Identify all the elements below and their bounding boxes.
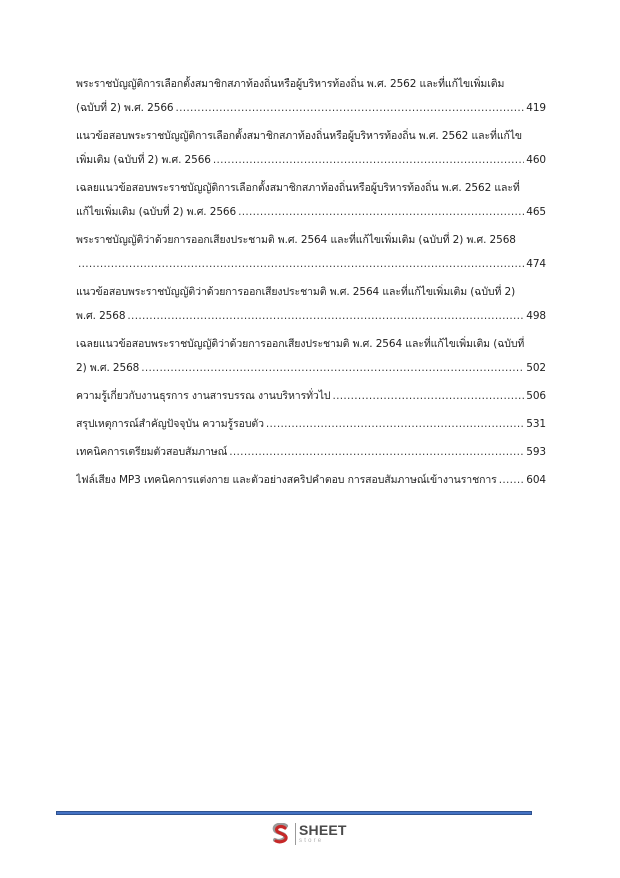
toc-entry-title: ความรู้เกี่ยวกับงานธุรการ งานสารบรรณ งานบริหารทั่วไป [76, 390, 331, 402]
logo-wordmark: SHEET [299, 822, 347, 838]
toc-page-number: 474 [526, 258, 546, 270]
dot-leader [78, 252, 524, 276]
toc-page-number: 604 [526, 474, 546, 486]
toc-entry[interactable] [76, 176, 546, 224]
toc-entry[interactable] [76, 228, 546, 276]
toc-entry[interactable] [76, 72, 546, 120]
toc-entry[interactable] [76, 384, 546, 408]
toc-entry-title: เฉลยแนวข้อสอบพระราชบัญญัติว่าด้วยการออกเสียงประชามติ พ.ศ. 2564 และที่แก้ไขเพิ่มเติม (ฉบับที่ [76, 338, 525, 350]
toc-page-number: 502 [526, 362, 546, 374]
dot-leader [499, 468, 525, 492]
dot-leader [141, 356, 524, 380]
dot-leader [332, 384, 524, 408]
toc-entry-title: พระราชบัญญัติว่าด้วยการออกเสียงประชามติ พ.ศ. 2564 และที่แก้ไขเพิ่มเติม (ฉบับที่ 2) พ.ศ. 2568 [76, 234, 516, 246]
toc-entry-title-cont: พ.ศ. 2568 [76, 310, 126, 322]
toc-entry-title: ไฟล์เสียง MP3 เทคนิคการแต่งกาย และตัวอย่างสคริปคำตอบ การสอบสัมภาษณ์เข้างานราชการ [76, 474, 497, 486]
sheet-store-logo [271, 823, 347, 847]
dot-leader [266, 412, 524, 436]
dot-leader [175, 96, 524, 120]
dot-leader [213, 148, 524, 172]
toc-entry[interactable] [76, 332, 546, 380]
toc-page-number: 460 [526, 154, 546, 166]
toc-entry[interactable] [76, 412, 546, 436]
dot-leader [127, 304, 524, 328]
toc-entry-title-cont: แก้ไขเพิ่มเติม (ฉบับที่ 2) พ.ศ. 2566 [76, 206, 237, 218]
toc-page-number: 531 [526, 418, 546, 430]
toc-entry-title: เทคนิคการเตรียมตัวสอบสัมภาษณ์ [76, 446, 228, 458]
toc-entry-title-cont: 2) พ.ศ. 2568 [76, 362, 140, 374]
toc-page-number: 465 [526, 206, 546, 218]
toc-page-number: 498 [526, 310, 546, 322]
toc-page-number: 419 [526, 102, 546, 114]
toc-entry-title: เฉลยแนวข้อสอบพระราชบัญญัติการเลือกตั้งสมาชิกสภาท้องถิ่นหรือผู้บริหารท้องถิ่น พ.ศ. 2562 และที่ [76, 182, 520, 194]
logo-divider [295, 823, 296, 845]
toc-entry[interactable] [76, 124, 546, 172]
toc-page-number: 593 [526, 446, 546, 458]
toc-entry-title-cont: (ฉบับที่ 2) พ.ศ. 2566 [76, 102, 174, 114]
footer-divider [56, 811, 532, 815]
toc-entry-title: สรุปเหตุการณ์สำคัญปัจจุบัน ความรู้รอบตัว [76, 418, 264, 430]
sheet-store-s-icon [271, 823, 291, 845]
toc-entry[interactable] [76, 468, 546, 492]
toc-entry[interactable] [76, 280, 546, 328]
toc-entry-title: พระราชบัญญัติการเลือกตั้งสมาชิกสภาท้องถิ่นหรือผู้บริหารท้องถิ่น พ.ศ. 2562 และที่แก้ไขเพิ่มเติม [76, 78, 505, 90]
toc-entry[interactable] [76, 440, 546, 464]
logo-subtext: store [299, 838, 324, 844]
toc-page-number: 506 [526, 390, 546, 402]
dot-leader [238, 200, 524, 224]
table-of-contents [76, 72, 546, 496]
toc-entry-title-cont: เพิ่มเติม (ฉบับที่ 2) พ.ศ. 2566 [76, 154, 211, 166]
dot-leader [229, 440, 524, 464]
toc-entry-title: แนวข้อสอบพระราชบัญญัติว่าด้วยการออกเสียงประชามติ พ.ศ. 2564 และที่แก้ไขเพิ่มเติม (ฉบับที่ 2) [76, 286, 516, 298]
toc-entry-title: แนวข้อสอบพระราชบัญญัติการเลือกตั้งสมาชิกสภาท้องถิ่นหรือผู้บริหารท้องถิ่น พ.ศ. 2562 และที่แก้ไข [76, 130, 523, 142]
